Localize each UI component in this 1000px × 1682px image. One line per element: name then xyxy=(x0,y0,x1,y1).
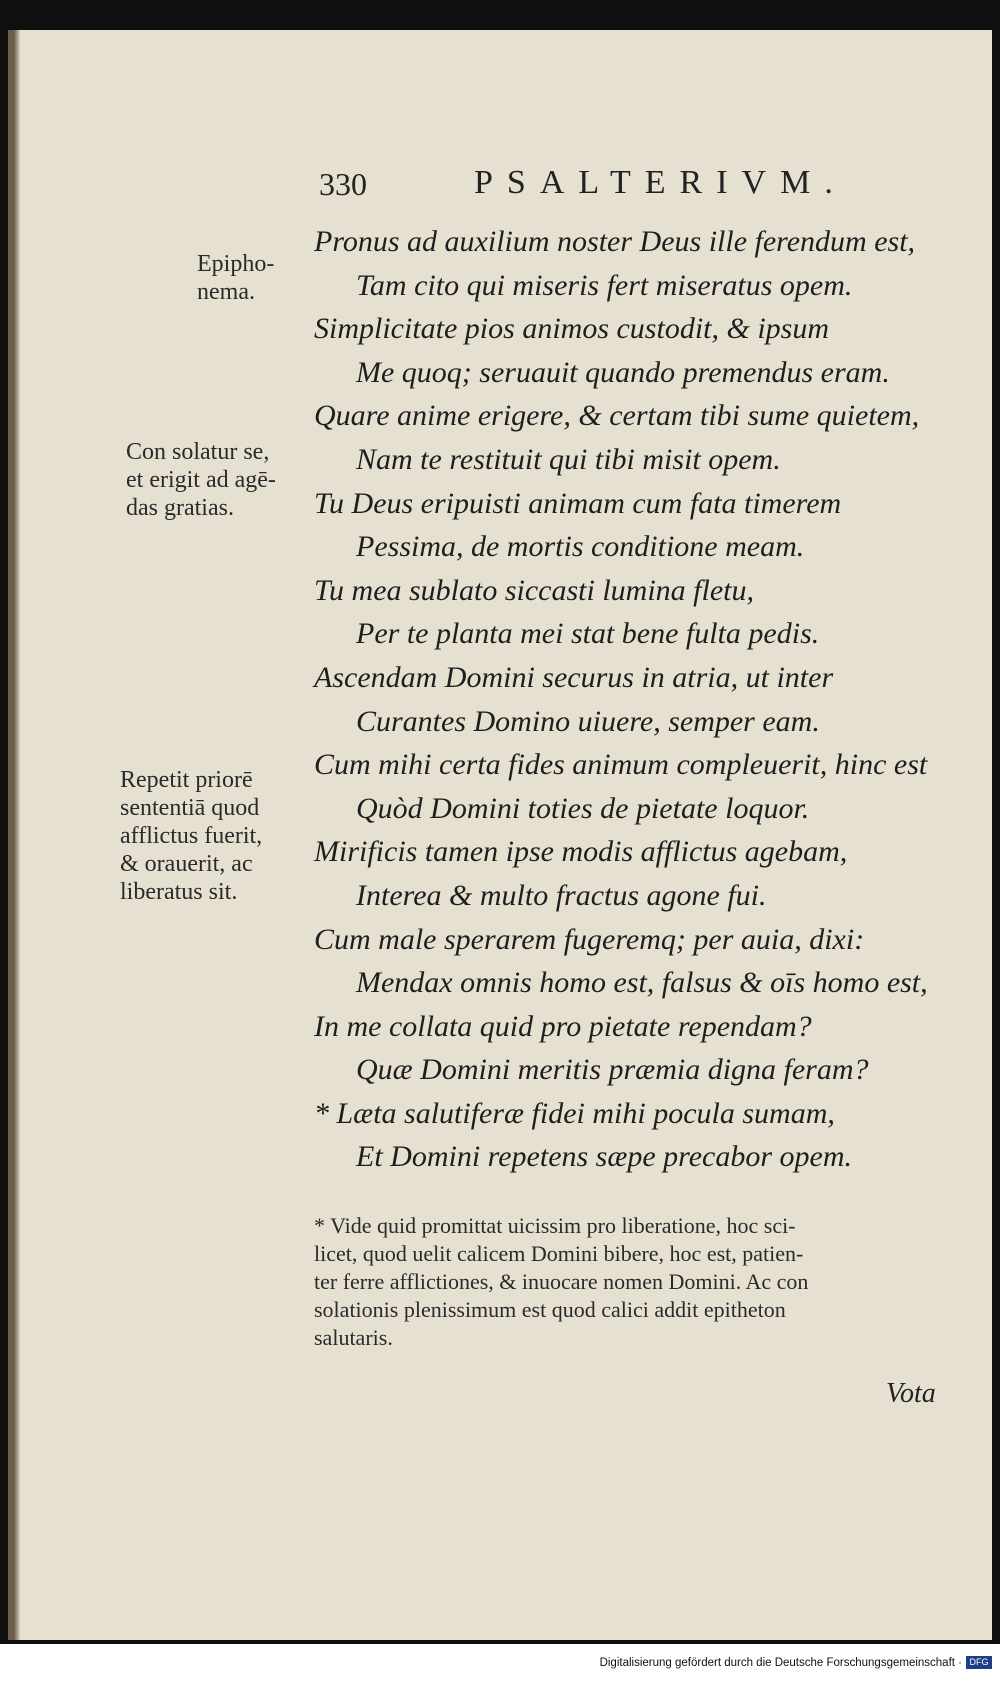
gloss-line: liberatus sit. xyxy=(120,879,238,905)
footnote-line: ter ferre afflictiones, & inuocare nomen Domini. Ac con xyxy=(314,1269,809,1294)
marginal-gloss-consolatur xyxy=(126,438,276,522)
credit-text: Digitalisierung gefördert durch die Deutsche Forschungsgemeinschaft · xyxy=(599,1657,962,1669)
gloss-line: nema. xyxy=(197,279,255,305)
gloss-line: sententiā quod xyxy=(120,795,260,821)
verse-line: Interea & multo fractus agone fui. xyxy=(356,878,767,912)
running-title: PSALTERIVM. xyxy=(474,164,847,201)
verse-line: Mendax omnis homo est, falsus & oīs homo est, xyxy=(356,966,928,1000)
verse-line: Tu Deus eripuisti animam cum fata timerem xyxy=(314,486,842,520)
verse-line: Tam cito qui miseris fert miseratus opem. xyxy=(356,268,853,302)
gloss-line: et erigit ad agē- xyxy=(126,467,276,493)
verse-line: Mirificis tamen ipse modis afflictus agebam, xyxy=(314,835,848,869)
verse-line: Pessima, de mortis conditione meam. xyxy=(356,530,805,564)
gloss-line: & orauerit, ac xyxy=(120,851,253,877)
catchword: Vota xyxy=(886,1378,936,1409)
verse-line: Curantes Domino uiuere, semper eam. xyxy=(356,704,820,738)
verse-text xyxy=(314,220,994,1179)
digitization-credit-bar xyxy=(0,1644,1000,1682)
verse-line: In me collata quid pro pietate rependam? xyxy=(314,1009,812,1043)
verse-line: Cum mihi certa fides animum compleuerit, hinc est xyxy=(314,748,928,782)
verse-line: Cum male sperarem fugeremq; per auia, dixi: xyxy=(314,922,865,956)
verse-line: Ascendam Domini securus in atria, ut inter xyxy=(314,660,834,694)
page-header xyxy=(14,138,992,202)
verse-line: * Læta salutiferæ fidei mihi pocula sumam, xyxy=(314,1096,835,1130)
marginal-gloss-epiphonema xyxy=(197,250,274,306)
gloss-line: das gratias. xyxy=(126,495,234,521)
gloss-line: Con solatur se, xyxy=(126,439,270,465)
verse-line: Et Domini repetens sæpe precabor opem. xyxy=(356,1140,853,1174)
page-gutter xyxy=(14,30,20,1640)
verse-line: Quòd Domini toties de pietate loquor. xyxy=(356,791,810,825)
gloss-line: afflictus fuerit, xyxy=(120,823,263,849)
verse-line: Nam te restituit qui tibi misit opem. xyxy=(356,442,781,476)
verse-line: Per te planta mei stat bene fulta pedis. xyxy=(356,617,820,651)
footnote xyxy=(314,1212,954,1352)
footnote-line: salutaris. xyxy=(314,1325,393,1350)
page-number: 330 xyxy=(319,166,367,202)
dfg-logo: DFG xyxy=(966,1656,992,1669)
verse-line: Tu mea sublato siccasti lumina fletu, xyxy=(314,573,754,607)
footnote-line: solationis plenissimum est quod calici addit epitheton xyxy=(314,1297,786,1322)
verse-line: Quæ Domini meritis præmia digna feram? xyxy=(356,1053,869,1087)
verse-line: Quare anime erigere, & certam tibi sume quietem, xyxy=(314,399,920,433)
marginal-gloss-repetit xyxy=(120,766,262,906)
verse-line: Me quoq; seruauit quando premendus eram. xyxy=(356,355,890,389)
footnote-line: * Vide quid promittat uicissim pro liberatione, hoc sci- xyxy=(314,1213,796,1238)
gloss-line: Epipho- xyxy=(197,251,275,277)
verse-line: Pronus ad auxilium noster Deus ille ferendum est, xyxy=(314,225,916,258)
gloss-line: Repetit priorē xyxy=(120,767,253,793)
footnote-line: licet, quod uelit calicem Domini bibere, hoc est, patien- xyxy=(314,1241,804,1266)
book-page xyxy=(8,30,992,1640)
verse-line: Simplicitate pios animos custodit, & ipsum xyxy=(314,312,829,346)
